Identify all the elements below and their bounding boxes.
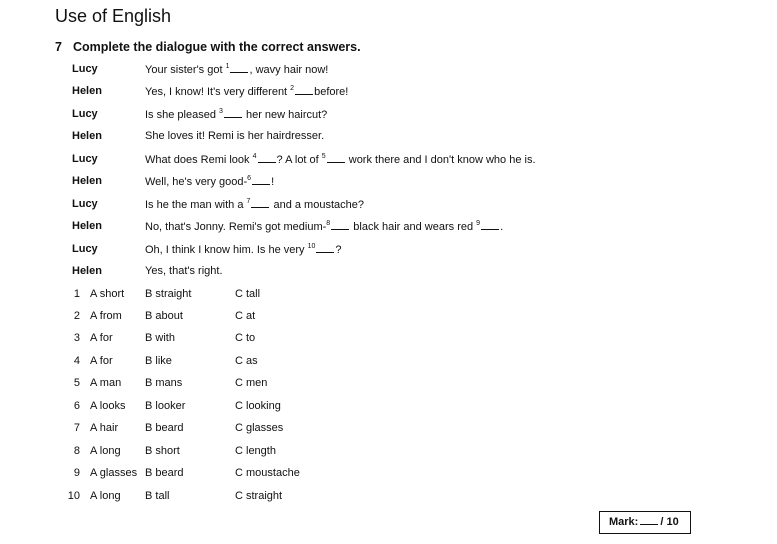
- text-segment: black hair and wears red: [350, 221, 477, 233]
- option-number: 9: [73, 467, 80, 479]
- speaker-name: Lucy: [72, 198, 98, 210]
- speaker-name: Lucy: [72, 63, 98, 75]
- task-instruction: Complete the dialogue with the correct answers.: [73, 40, 361, 54]
- text-segment: Your sister's got: [145, 64, 226, 76]
- text-segment: She loves it! Remi is her hairdresser.: [145, 130, 325, 142]
- option-number: 4: [73, 355, 80, 367]
- dialogue-text: [145, 241, 342, 258]
- speaker-name: Lucy: [72, 243, 98, 255]
- text-segment: before!: [314, 86, 349, 98]
- option-b[interactable]: B beard: [145, 422, 184, 434]
- dialogue-text: [145, 263, 223, 279]
- text-segment: !: [271, 176, 275, 188]
- mark-box: [599, 511, 691, 534]
- option-number: 3: [73, 332, 80, 344]
- option-b[interactable]: B with: [145, 332, 175, 344]
- gap-number: 7: [246, 198, 251, 205]
- answer-blank[interactable]: [481, 218, 499, 230]
- option-c[interactable]: C looking: [235, 400, 281, 412]
- gap-number: 1: [225, 63, 230, 70]
- text-segment: Well, he's very good-: [145, 176, 248, 188]
- task-number: 7: [55, 40, 62, 54]
- option-c[interactable]: C moustache: [235, 467, 300, 479]
- text-segment: .: [500, 221, 504, 233]
- text-segment: Oh, I think I know him. Is he very: [145, 244, 308, 256]
- option-number: 2: [73, 310, 80, 322]
- option-b[interactable]: B like: [145, 355, 172, 367]
- text-segment: No, that's Jonny. Remi's got medium-: [145, 221, 327, 233]
- text-segment: Is she pleased: [145, 109, 219, 121]
- option-b[interactable]: B looker: [145, 400, 186, 412]
- gap-number: 8: [326, 220, 331, 227]
- option-c[interactable]: C men: [235, 377, 268, 389]
- speaker-name: Helen: [72, 85, 102, 97]
- option-a[interactable]: A looks: [90, 400, 126, 412]
- dialogue-text: [145, 196, 364, 213]
- dialogue-text: [145, 61, 328, 78]
- speaker-name: Helen: [72, 175, 102, 187]
- option-a[interactable]: A long: [90, 490, 121, 502]
- option-number: 8: [73, 445, 80, 457]
- option-c[interactable]: C length: [235, 445, 276, 457]
- dialogue-text: [145, 128, 324, 144]
- gap-number: 5: [321, 153, 326, 160]
- text-segment: , wavy hair now!: [249, 64, 329, 76]
- answer-blank[interactable]: [327, 151, 345, 163]
- answer-blank[interactable]: [331, 218, 349, 230]
- option-number: 10: [67, 490, 80, 502]
- option-b[interactable]: B mans: [145, 377, 183, 389]
- dialogue-text: [145, 151, 536, 168]
- option-number: 5: [73, 377, 80, 389]
- text-segment: Yes, I know! It's very different: [145, 86, 291, 98]
- option-c[interactable]: C glasses: [235, 422, 284, 434]
- text-segment: What does Remi look: [145, 154, 253, 166]
- mark-blank[interactable]: [640, 513, 658, 525]
- option-a[interactable]: A long: [90, 445, 121, 457]
- gap-number: 6: [247, 175, 252, 182]
- answer-blank[interactable]: [258, 151, 276, 163]
- dialogue-text: [145, 173, 274, 190]
- dialogue-text: [145, 83, 348, 100]
- option-c[interactable]: C straight: [235, 490, 283, 502]
- answer-blank[interactable]: [295, 83, 313, 95]
- option-c[interactable]: C at: [235, 310, 256, 322]
- option-b[interactable]: B beard: [145, 467, 184, 479]
- speaker-name: Helen: [72, 130, 102, 142]
- page-title: Use of English: [55, 6, 172, 26]
- text-segment: work there and I don't know who he is.: [345, 154, 536, 166]
- speaker-name: Lucy: [72, 153, 98, 165]
- option-a[interactable]: A short: [90, 288, 125, 300]
- answer-blank[interactable]: [252, 173, 270, 185]
- gap-number: 3: [219, 108, 223, 115]
- option-c[interactable]: C to: [235, 332, 256, 344]
- dialogue-text: [145, 106, 327, 123]
- text-segment: ? A lot of: [276, 154, 322, 166]
- answer-blank[interactable]: [316, 241, 334, 253]
- option-c[interactable]: C as: [235, 355, 258, 367]
- mark-label: Mark:: [609, 516, 639, 528]
- text-segment: her new haircut?: [242, 109, 328, 121]
- option-b[interactable]: B tall: [145, 490, 170, 502]
- text-segment: Is he the man with a: [145, 199, 247, 211]
- text-segment: Yes, that's right.: [145, 265, 223, 277]
- option-b[interactable]: B straight: [145, 288, 192, 300]
- answer-blank[interactable]: [224, 106, 242, 118]
- option-a[interactable]: A for: [90, 332, 113, 344]
- option-number: 7: [73, 422, 80, 434]
- dialogue-text: [145, 218, 503, 235]
- task-heading: [55, 39, 361, 55]
- gap-number: 2: [290, 85, 295, 92]
- text-segment: ?: [335, 244, 342, 256]
- answer-blank[interactable]: [230, 61, 248, 73]
- mark-total: / 10: [660, 516, 679, 528]
- option-b[interactable]: B short: [145, 445, 180, 457]
- answer-blank[interactable]: [251, 196, 269, 208]
- gap-number: 4: [252, 153, 257, 160]
- speaker-name: Helen: [72, 265, 102, 277]
- option-a[interactable]: A from: [90, 310, 122, 322]
- option-c[interactable]: C tall: [235, 288, 261, 300]
- option-number: 1: [73, 288, 80, 300]
- option-a[interactable]: A glasses: [90, 467, 138, 479]
- option-a[interactable]: A man: [90, 377, 122, 389]
- option-number: 6: [73, 400, 80, 412]
- option-a[interactable]: A hair: [90, 422, 119, 434]
- option-a[interactable]: A for: [90, 355, 113, 367]
- option-b[interactable]: B about: [145, 310, 183, 322]
- gap-number: 9: [476, 220, 481, 227]
- gap-number: 10: [307, 243, 316, 250]
- text-segment: and a moustache?: [270, 199, 364, 211]
- speaker-name: Lucy: [72, 108, 98, 120]
- speaker-name: Helen: [72, 220, 102, 232]
